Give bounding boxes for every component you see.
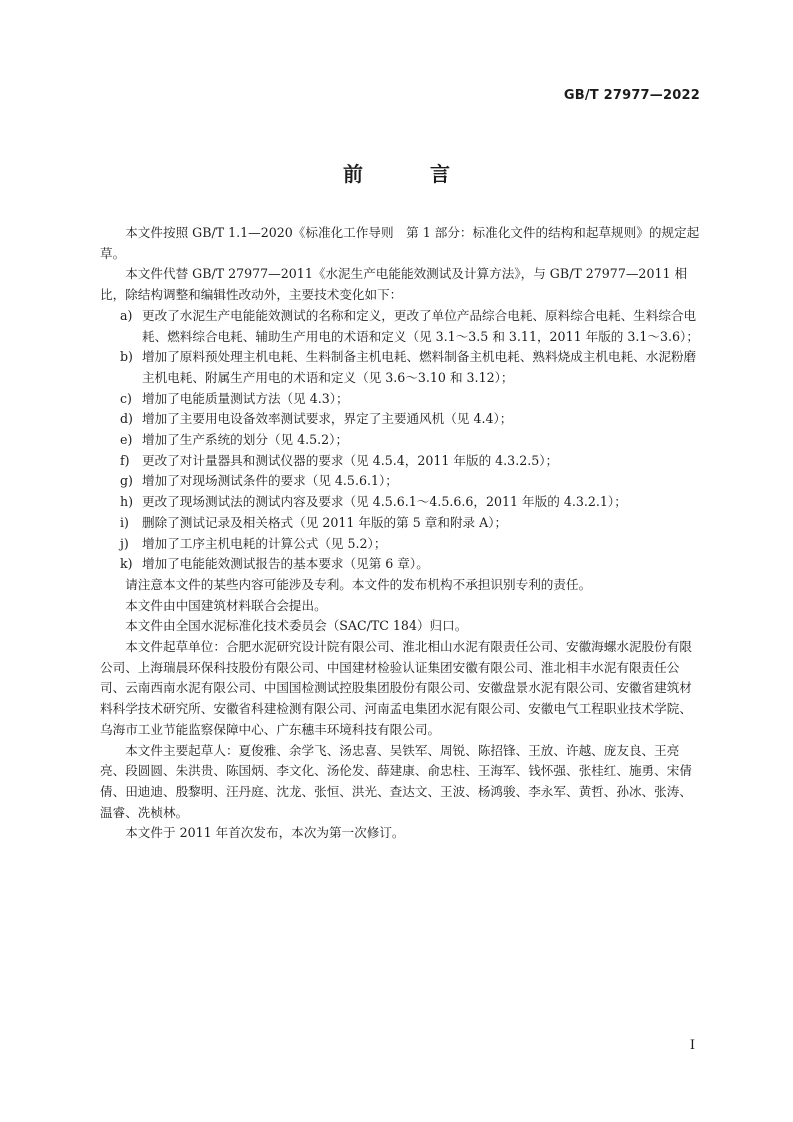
list-item [100,409,700,430]
list-text: 更改了对计量器具和测试仪器的要求（见 4.5.4，2011 年版的 4.3.2.5）； [142,452,559,468]
list-marker: g) [120,473,133,489]
list-marker: a) [120,307,133,323]
standard-number: GB/T 27977—2022 [563,88,700,103]
list-item [100,513,700,534]
list-marker: j) [120,535,129,551]
list-text: 增加了对现场测试条件的要求（见 4.5.6.1）； [142,473,398,489]
list-text: 增加了工序主机电耗的计算公式（见 5.2）； [142,535,387,551]
list-item [100,492,700,513]
list-item [100,347,700,388]
list-text: 增加了生产系统的划分（见 4.5.2）； [142,432,349,448]
list-text: 更改了现场测试法的测试内容及要求（见 4.5.6.1～4.5.6.6，2011 年版的 4.3.2.1）； [142,494,627,510]
changes-list [100,306,700,575]
committee-paragraph: 本文件由全国水泥标准化技术委员会（SAC/TC 184）归口。 [125,618,468,634]
list-text: 增加了主要用电设备效率测试要求，界定了主要通风机（见 4.4）； [142,411,513,427]
list-marker: d) [120,411,133,427]
list-item [100,389,700,410]
list-text: 增加了电能能效测试报告的基本要求（见第 6 章）。 [142,556,429,572]
intro-paragraph: 本文件代替 GB/T 27977—2011《水泥生产电能能效测试及计算方法》，与 GB/T 27977—2011 相比，除结构调整和编辑性改动外，主要技术变化如下： [100,266,688,303]
history-paragraph: 本文件于 2011 年首次发布，本次为第一次修订。 [125,825,405,841]
list-item [100,306,700,347]
proposer-paragraph: 本文件由中国建筑材料联合会提出。 [125,597,327,613]
list-marker: b) [120,349,133,365]
list-marker: k) [120,556,133,572]
list-item [100,471,700,492]
foreword-body [100,223,700,844]
list-marker: h) [120,494,134,510]
list-item [100,451,700,472]
list-marker: c) [120,390,132,406]
page-title: 前 言 [343,162,480,186]
page-number: I [689,1038,695,1053]
list-text: 更改了水泥生产电能能效测试的名称和定义，更改了单位产品综合电耗、原料综合电耗、生料综合电耗、燃料综合电耗、辅助生产用电的术语和定义（见 3.1～3.5 和 3.11，2011 年版的 3.1～3.6）； [142,307,699,344]
list-item [100,554,700,575]
list-text: 增加了原料预处理主机电耗、生料制备主机电耗、燃料制备主机电耗、熟料烧成主机电耗、水泥粉磨主机电耗、附属生产用电的术语和定义（见 3.6～3.10 和 3.12）； [142,349,697,385]
drafting-units-paragraph: 本文件起草单位：合肥水泥研究设计院有限公司、淮北相山水泥有限责任公司、安徽海螺水泥股份有限公司、上海瑞晨环保科技股份有限公司、中国建材检验认证集团安徽有限公司、淮北相丰水泥有限责任公司、云南西南水泥有限公司、中国国检测试控股集团股份有限公司、安徽盘景水泥有限公司、安徽省建筑材料科学技术研究所、安徽省科建检测有限公司、河南孟电集团水泥有限公司、安徽电气工程职业技术学院、乌海市工业节能监察保障中心、广东穗丰环境科技有限公司。 [100,639,692,737]
list-item [100,430,700,451]
patent-notice: 请注意本文件的某些内容可能涉及专利。本文件的发布机构不承担识别专利的责任。 [125,576,592,592]
list-item [100,534,700,555]
list-marker: i) [120,514,129,530]
list-marker: f) [120,452,130,468]
list-text: 删除了测试记录及相关格式（见 2011 年版的第 5 章和附录 A）； [142,514,508,530]
list-text: 增加了电能质量测试方法（见 4.3）； [142,390,349,406]
drafters-paragraph: 本文件主要起草人：夏俊雅、余学飞、汤忠喜、吴铁军、周锐、陈招锋、王放、许越、庞友良、王亮亮、段圆圆、朱洪贵、陈国炳、李文化、汤伦发、薛建康、俞忠柱、王海军、钱怀强、张桂红、施勇、宋倩倩、田迪迪、殷黎明、汪丹庭、沈龙、张恒、洪光、查达文、王波、杨鸿骏、李永军、黄哲、孙冰、张涛、温睿、冼桢林。 [100,742,692,820]
list-marker: e) [120,432,133,448]
intro-paragraph: 本文件按照 GB/T 1.1—2020《标准化工作导则 第 1 部分：标准化文件的结构和起草规则》的规定起草。 [100,225,700,261]
